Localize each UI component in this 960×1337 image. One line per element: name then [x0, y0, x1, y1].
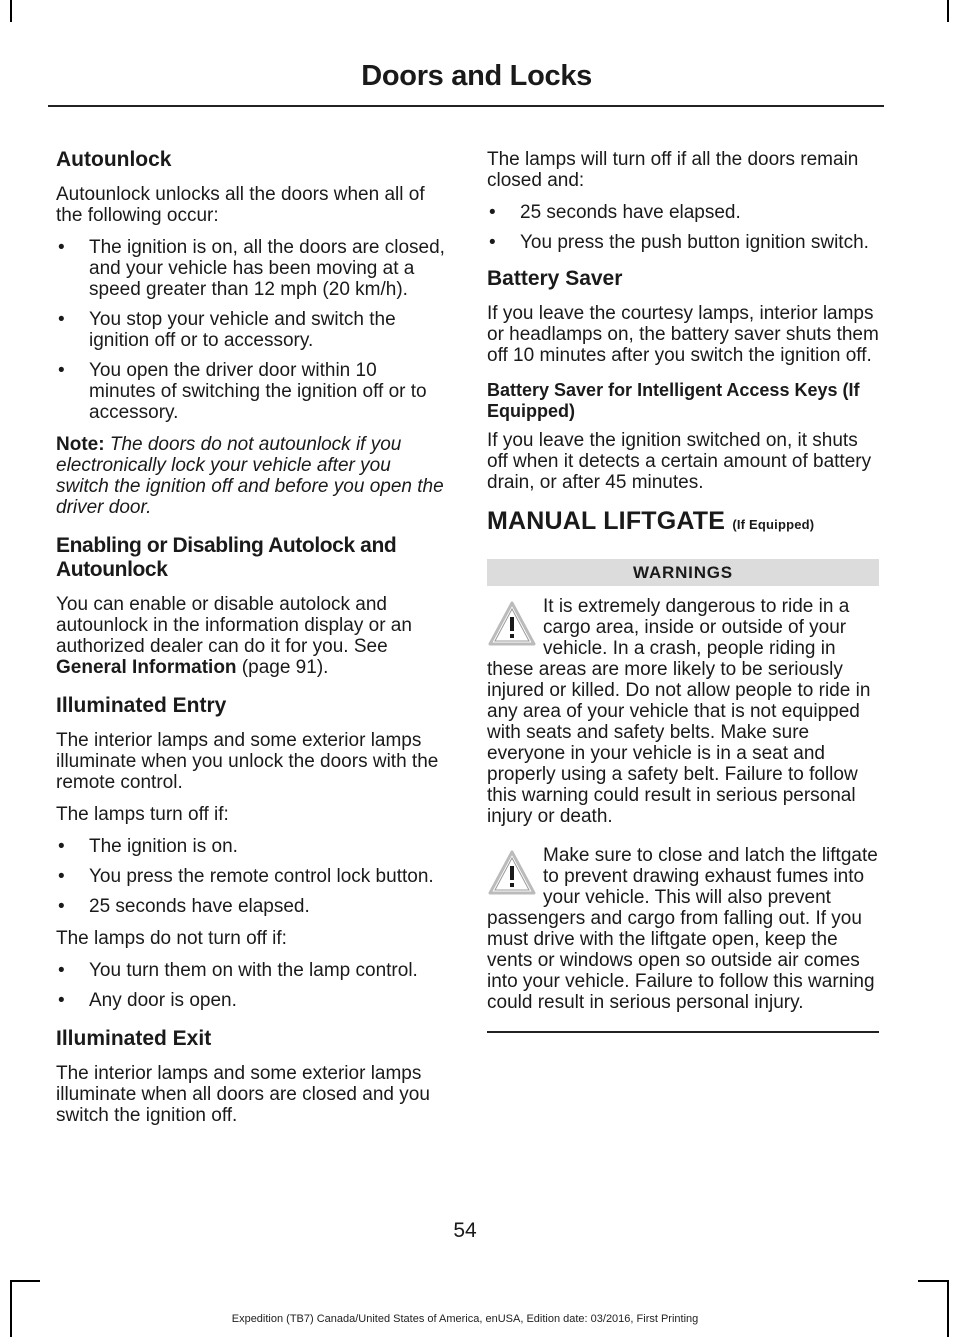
- paragraph-text: You can enable or disable autolock and autounlock in the information display or an authorized dealer can do it for you. See: [56, 594, 412, 657]
- chapter-heading-manual-liftgate: [487, 507, 879, 535]
- header-divider: [48, 105, 884, 107]
- list-item: • You press the push button ignition switch.: [487, 232, 879, 253]
- paragraph: Autounlock unlocks all the doors when all of the following occur:: [56, 184, 425, 226]
- left-column: [56, 140, 448, 1137]
- crop-mark: [947, 1280, 949, 1337]
- crop-mark: [10, 0, 12, 22]
- page-title: Doors and Locks: [361, 60, 592, 92]
- paragraph: The interior lamps and some exterior lamps illuminate when you unlock the doors with the remote control.: [56, 730, 439, 793]
- paragraph: If you leave the courtesy lamps, interior lamps or headlamps on, the battery saver shuts them off 10 minutes after you switch the ignition off.: [487, 303, 879, 366]
- paragraph: The lamps will turn off if all the doors remain closed and:: [487, 149, 859, 191]
- page-reference: (page 91).: [236, 657, 329, 678]
- paragraph: The interior lamps and some exterior lamps illuminate when all doors are closed and you switch the ignition off.: [56, 1063, 430, 1126]
- list-item: • You press the remote control lock button.: [56, 866, 448, 887]
- section-heading-illuminated-exit: Illuminated Exit: [56, 1027, 212, 1050]
- warnings-header: WARNINGS: [487, 559, 879, 586]
- note: [56, 434, 448, 518]
- bullet-list: [56, 237, 448, 423]
- list-item: • 25 seconds have elapsed.: [56, 896, 448, 917]
- list-item: • You open the driver door within 10 minutes of switching the ignition off or to accessory.: [56, 360, 448, 423]
- section-heading-battery-saver: Battery Saver: [487, 267, 623, 290]
- crop-mark: [10, 1280, 12, 1337]
- warning-block: [487, 596, 879, 827]
- list-item: • You turn them on with the lamp control.: [56, 960, 448, 981]
- crop-mark: [918, 1280, 948, 1282]
- list-item: • Any door is open.: [56, 990, 448, 1011]
- paragraph: If you leave the ignition switched on, it shuts off when it detects a certain amount of battery drain, or after 45 minutes.: [487, 430, 872, 493]
- warning-triangle-icon: [487, 849, 537, 897]
- warning-text: Make sure to close and latch the liftgate to prevent drawing exhaust fumes into your vehicle. This will also prevent passengers and cargo from falling out. If you must drive with the liftgate open, keep the vents or windows open so outside air comes into your vehicle. Failure to follow this warning could result in serious personal injury.: [487, 845, 878, 1013]
- warning-text: It is extremely dangerous to ride in a cargo area, inside or outside of your vehicle. In a crash, people riding in these areas are more likely to be seriously injured or killed. Do not allow people to ride in any area of your vehicle that is not equipped with seats and safety belts. Make sure everyone in your vehicle is in a seat and properly using a safety belt. Failure to follow this warning could result in serious personal injury or death.: [487, 596, 871, 827]
- list-item: • The ignition is on.: [56, 836, 448, 857]
- bullet-list: [56, 836, 448, 917]
- bullet-list: [487, 202, 879, 253]
- list-item: • The ignition is on, all the doors are closed, and your vehicle has been moving at a speed greater than 12 mph (20 km/h).: [56, 237, 448, 300]
- list-item: • You stop your vehicle and switch the ignition off or to accessory.: [56, 309, 448, 351]
- section-heading-enabling: Enabling or Disabling Autolock and Autounlock: [56, 534, 397, 581]
- section-heading-autounlock: Autounlock: [56, 148, 172, 171]
- chapter-heading-qualifier: (If Equipped): [732, 517, 815, 532]
- subsection-heading-battery-saver-ia: Battery Saver for Intelligent Access Keys (If Equipped): [487, 380, 860, 421]
- crop-mark: [947, 0, 949, 22]
- note-label: Note:: [56, 434, 105, 455]
- footer-edition: Expedition (TB7) Canada/United States of America, enUSA, Edition date: 03/2016, First Printing: [231, 1313, 699, 1325]
- section-heading-illuminated-entry: Illuminated Entry: [56, 694, 227, 717]
- chapter-heading-text: MANUAL LIFTGATE: [487, 507, 726, 535]
- list-item: • 25 seconds have elapsed.: [487, 202, 879, 223]
- paragraph: The lamps do not turn off if:: [56, 928, 287, 949]
- crop-mark: [10, 1280, 40, 1282]
- paragraph: The lamps turn off if:: [56, 804, 229, 825]
- page-number: 54: [453, 1219, 477, 1242]
- cross-reference-link[interactable]: General Information: [56, 657, 237, 678]
- right-column: [487, 149, 879, 1033]
- paragraph: [56, 594, 448, 678]
- warning-block: [487, 845, 879, 1013]
- warning-triangle-icon: [487, 600, 537, 648]
- bullet-list: [56, 960, 448, 1011]
- warnings-end-divider: [487, 1031, 879, 1033]
- note-text: The doors do not autounlock if you electronically lock your vehicle after you switch the ignition off and before you open the driver door.: [56, 434, 444, 518]
